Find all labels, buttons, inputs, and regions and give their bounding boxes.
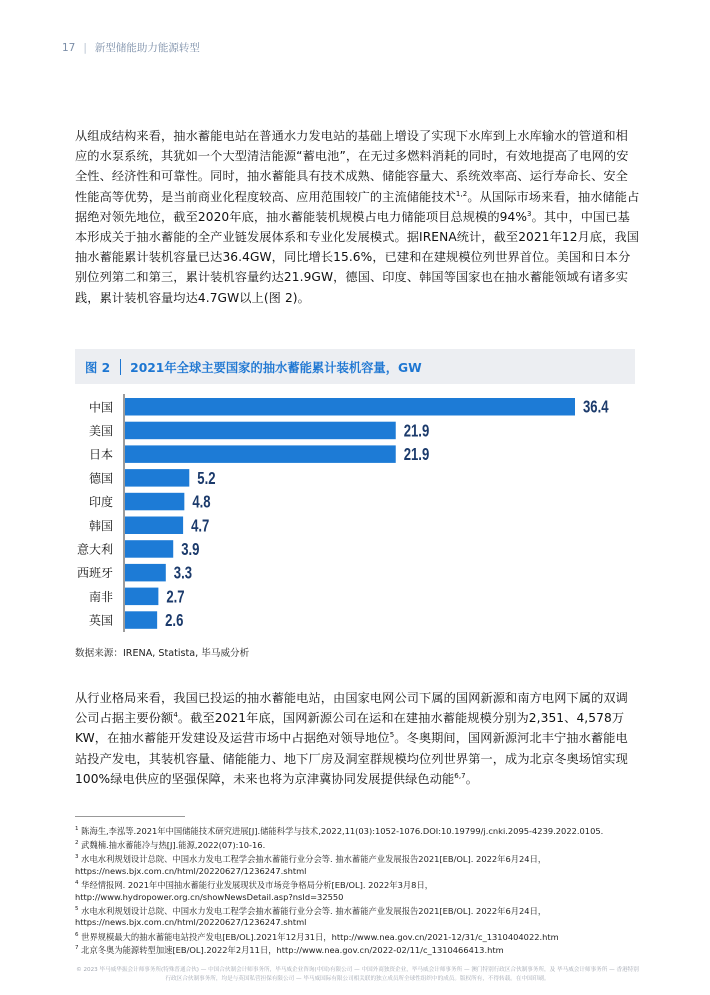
industry-paragraph xyxy=(75,688,640,789)
bar xyxy=(125,517,183,535)
bar xyxy=(125,493,184,511)
data-source: 数据来源：IRENA, Statista, 毕马威分析 xyxy=(75,648,250,659)
footnote-number: 4 xyxy=(75,879,79,886)
footnotes xyxy=(75,823,640,956)
bar xyxy=(125,540,173,558)
category-label: 南非 xyxy=(88,589,113,604)
data-label: 5.2 xyxy=(197,469,216,489)
page-number: 17 xyxy=(62,41,76,54)
citation-1-2: 1,2 xyxy=(455,189,468,198)
para2-text-3: 。冬奥期间，国网新源河北丰宁抽水蓄能电站投产发电，其装机容量、储能能力、地下厂房及洞室群规模均位列世界第一，成为北京冬奥场馆实现100%绿电供应的坚强保障，未来也将为京津冀协同发展提供绿色动能 xyxy=(75,731,628,786)
footnote xyxy=(75,877,640,903)
data-label: 3.9 xyxy=(181,540,200,560)
citation-5: 5 xyxy=(389,731,395,740)
footnote-number: 5 xyxy=(75,905,79,912)
pumped-storage-capacity-bar-chart xyxy=(75,392,635,632)
data-label: 2.7 xyxy=(166,587,185,607)
footnote xyxy=(75,837,640,851)
category-label: 美国 xyxy=(88,423,113,438)
category-label: 意大利 xyxy=(76,542,113,557)
footnote-text: 水电水利规划设计总院、中国水力发电工程学会抽水蓄能行业分会等. 抽水蓄能产业发展报告2021[EB/OL]. 2022年6月24日，https://news.bjx.com.cn/html/20220627/1236247.shtml xyxy=(75,853,547,876)
footnote-text: 世界规模最大的抽水蓄能电站投产发电[EB/OL].2021年12月31日，http://www.nea.gov.cn/2021-12/31/c_1310404022.htm xyxy=(81,931,559,942)
bar xyxy=(125,445,396,463)
bar xyxy=(125,564,166,582)
footnote-number: 2 xyxy=(75,839,79,846)
figure-title-separator xyxy=(120,359,121,375)
category-label: 英国 xyxy=(88,613,113,628)
data-label: 21.9 xyxy=(403,445,430,465)
footnote-number: 6 xyxy=(75,931,79,938)
footnote xyxy=(75,903,640,929)
citation-4: 4 xyxy=(173,711,178,720)
bar xyxy=(125,469,189,487)
figure-title-bar xyxy=(75,349,635,384)
para1-text-3: 。其中，中国已基本形成关于抽水蓄能的全产业链发展体系和专业化发展模式。据IRENA统计，截至2021年12月底，我国抽水蓄能累计装机容量已达36.4GW，同比增长15.6%，已建和在建规模位列世界首位。美国和日本分别位列第二和第三，累计装机容量约达21.9GW，德国、印度、韩国等国家也在抽水蓄能领域有诸多实践，累计装机容量均达4.7GW以上(图 2)。 xyxy=(75,209,640,305)
bar xyxy=(125,398,575,416)
citation-3: 3 xyxy=(527,209,532,218)
footnote-text: 水电水利规划设计总院、中国水力发电工程学会抽水蓄能行业分会等. 抽水蓄能产业发展报告2021[EB/OL]. 2022年6月24日，https://news.bjx.com.cn/html/20220627/1236247.shtml xyxy=(75,905,547,928)
footnote-number: 1 xyxy=(75,826,79,832)
para2-text-4: 。 xyxy=(465,771,479,786)
bar xyxy=(125,611,157,629)
footnote xyxy=(75,942,640,956)
figure-label: 图 2 xyxy=(85,360,111,375)
page-header xyxy=(62,40,200,55)
category-label: 德国 xyxy=(88,471,113,486)
footnote-text: 陈海生,李泓等.2021年中国储能技术研究进展[J].储能科学与技术,2022,11(03):1052-1076.DOI:10.19799/j.cnki.2095-4239.2022.0105. xyxy=(81,825,604,836)
para2-text-1: 从行业格局来看，我国已投运的抽水蓄能电站，由国家电网公司下属的国网新源和南方电网下属的双调公司占据主要份额 xyxy=(75,691,628,726)
data-label: 4.8 xyxy=(192,492,211,513)
para1-text-2: 。从国际市场来看，抽水储能占据绝对领先地位，截至2020年底，抽水蓄能装机规模占电力储能项目总规模的94% xyxy=(75,189,640,224)
report-title: 新型储能助力能源转型 xyxy=(94,42,200,54)
data-label: 4.7 xyxy=(191,516,210,536)
bar xyxy=(125,588,158,606)
para2-text-2: 。截至2021年底，国网新源公司在运和在建抽水蓄能规模分别为2,351、4,578万KW，在抽水蓄能开发建设及运营市场中占据绝对领导地位 xyxy=(75,711,625,746)
category-label: 韩国 xyxy=(88,518,113,533)
footnote-number: 7 xyxy=(75,945,79,952)
footnote-text: 华经情报网. 2021年中国抽水蓄能行业发展现状及市场竞争格局分析[EB/OL]. 2022年3月8日，http://www.hydropower.org.cn/showNewsDetail.asp?nsId=32550 xyxy=(75,879,434,902)
footnote-number: 3 xyxy=(75,853,79,860)
category-label: 日本 xyxy=(88,447,113,462)
footnote xyxy=(75,929,640,943)
legal-notice: © 2023 毕马威华振会计师事务所(特殊普通合伙) — 中国合伙制会计师事务所，毕马威企业咨询(中国)有限公司 — 中国外商独资企业，毕马威会计师事务所 — 澳门特别行政区合伙制事务所，及 毕马威会计师事务所 — 香港特别行政区合伙制事务所，均是与英国私营担保有限公司 — 毕马威国际有限公司相关联的独立成员所全球性组织中的成员。版权所有，不得转载。在中国印刷。 xyxy=(76,967,639,982)
footnote xyxy=(75,823,640,837)
data-label: 21.9 xyxy=(403,421,430,442)
category-label: 西班牙 xyxy=(76,566,113,581)
data-label: 3.3 xyxy=(173,563,193,584)
data-label: 36.4 xyxy=(583,397,609,418)
footnote-divider xyxy=(75,816,185,817)
data-label: 2.6 xyxy=(165,611,184,631)
footnote xyxy=(75,851,640,877)
bar xyxy=(125,422,396,440)
para1-text-1: 从组成结构来看，抽水蓄能电站在普通水力发电站的基础上增设了实现下水库到上水库输水的管道和相应的水泵系统，其犹如一个大型清洁能源“蓄电池”，在无过多燃料消耗的同时，有效地提高了电网的安全性、经济性和可靠性。同时，抽水蓄能具有技术成熟、储能容量大、系统效率高、运行寿命长、安全性能高等优势，是当前商业化程度较高、应用范围较广的主流储能技术 xyxy=(75,129,629,204)
figure-title: 2021年全球主要国家的抽水蓄能累计装机容量，GW xyxy=(130,360,422,375)
citation-6-7: 6,7 xyxy=(454,771,466,780)
category-label: 中国 xyxy=(88,400,113,415)
footnote-text: 武魏楠.抽水蓄能冷与热[J].能源,2022(07):10-16. xyxy=(81,839,266,850)
category-label: 印度 xyxy=(88,495,113,510)
header-separator: | xyxy=(83,41,87,54)
footnote-text: 北京冬奥为能源转型加速[EB/OL].2022年2月11日，http://www.nea.gov.cn/2022-02/11/c_1310466413.htm xyxy=(81,945,504,956)
intro-paragraph xyxy=(75,126,640,308)
